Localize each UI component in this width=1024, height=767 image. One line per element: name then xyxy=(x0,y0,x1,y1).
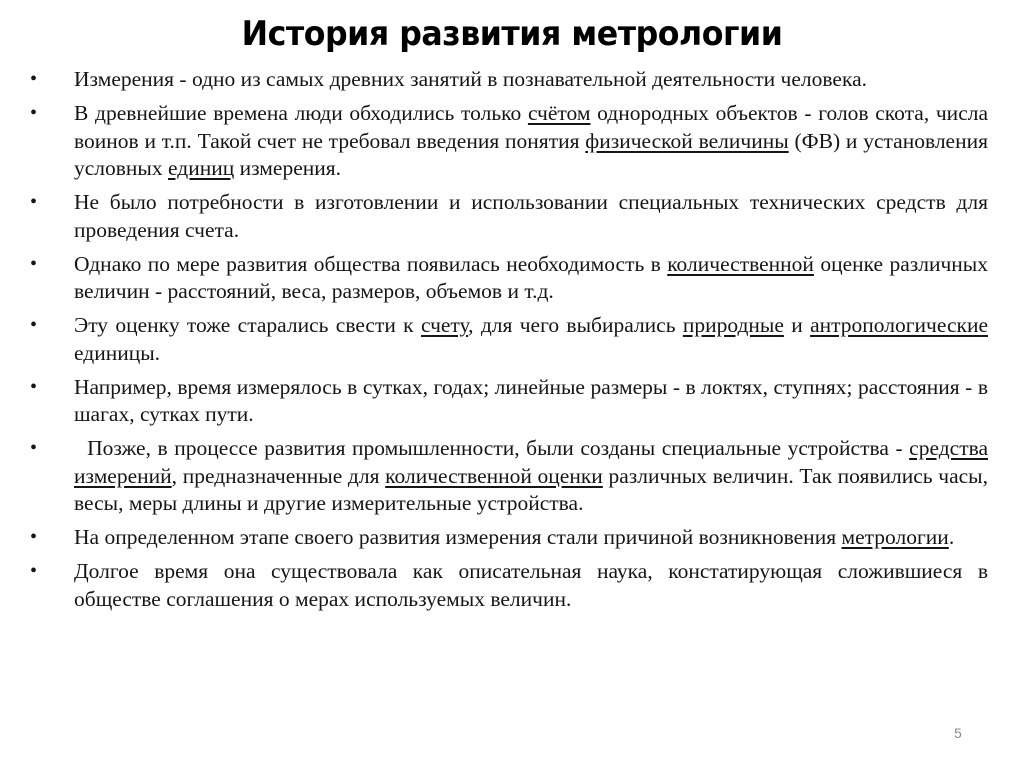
underlined-term: единиц xyxy=(168,156,235,180)
bullet-text: Эту оценку тоже старались свести к счету, для чего выбирались природные и антропологические единицы. xyxy=(74,313,988,365)
bullet-text: В древнейшие времена люди обходились только счётом однородных объектов - голов скота, числа воинов и т.п. Такой счет не требовал введения понятия физической величины (ФВ) и установления условных единиц измерения. xyxy=(74,101,989,180)
bullet-point-icon: • xyxy=(30,314,38,336)
bullet-item xyxy=(30,100,988,183)
bullet-text: Измерения - одно из самых древних занятий в познавательной деятельности человека. xyxy=(74,67,867,91)
bullet-list xyxy=(30,66,988,620)
bullet-text: На определенном этапе своего развития измерения стали причиной возникновения метрологии. xyxy=(74,525,955,549)
underlined-term: антропологические xyxy=(810,313,988,337)
underlined-term: метрологии xyxy=(841,525,949,549)
bullet-text: Например, время измерялось в сутках, годах; линейные размеры - в локтях, ступнях; расстояния - в шагах, сутках пути. xyxy=(74,374,988,426)
bullet-text: Не было потребности в изготовлении и использовании специальных технических средств для проведения счета. xyxy=(74,190,988,242)
bullet-item xyxy=(30,435,988,518)
bullet-point-icon: • xyxy=(30,252,38,275)
bullet-text: Позже, в процессе развития промышленности, были созданы специальные устройства - средства измерений, предназначенные для количественной оценки различных величин. Так появились часы, весы, меры длины и другие измерительные устройства. xyxy=(74,436,988,515)
slide-title: История развития метрологии xyxy=(241,14,783,54)
underlined-term: количественной оценки xyxy=(385,463,603,488)
bullet-item xyxy=(30,66,988,94)
bullet-point-icon: • xyxy=(30,68,38,90)
bullet-text: Долгое время она существовала как описательная наука, констатирующая сложившиеся в обществе соглашения о мерах используемых величин. xyxy=(74,559,988,611)
underlined-term: средства измерений xyxy=(74,436,988,488)
bullet-point-icon: • xyxy=(30,437,38,459)
bullet-item xyxy=(30,524,988,552)
underlined-term: количественной xyxy=(667,251,814,276)
bullet-item xyxy=(30,312,988,367)
bullet-point-icon: • xyxy=(30,526,38,548)
underlined-term: природные xyxy=(682,313,784,337)
bullet-point-icon: • xyxy=(30,560,38,582)
bullet-point-icon: • xyxy=(30,191,38,213)
bullet-text: Однако по мере развития общества появилась необходимость в количественной оценке различных величин - расстояний, веса, размеров, объемов и т.д. xyxy=(74,251,988,303)
bullet-item xyxy=(30,189,988,244)
underlined-term: физической величины xyxy=(585,128,789,153)
bullet-item xyxy=(30,374,988,429)
underlined-term: счету xyxy=(420,313,469,337)
bullet-point-icon: • xyxy=(30,102,38,124)
page-number: 5 xyxy=(954,725,962,741)
bullet-point-icon: • xyxy=(30,375,38,398)
bullet-item xyxy=(30,251,988,306)
underlined-term: счётом xyxy=(527,101,591,125)
bullet-item xyxy=(30,558,988,613)
